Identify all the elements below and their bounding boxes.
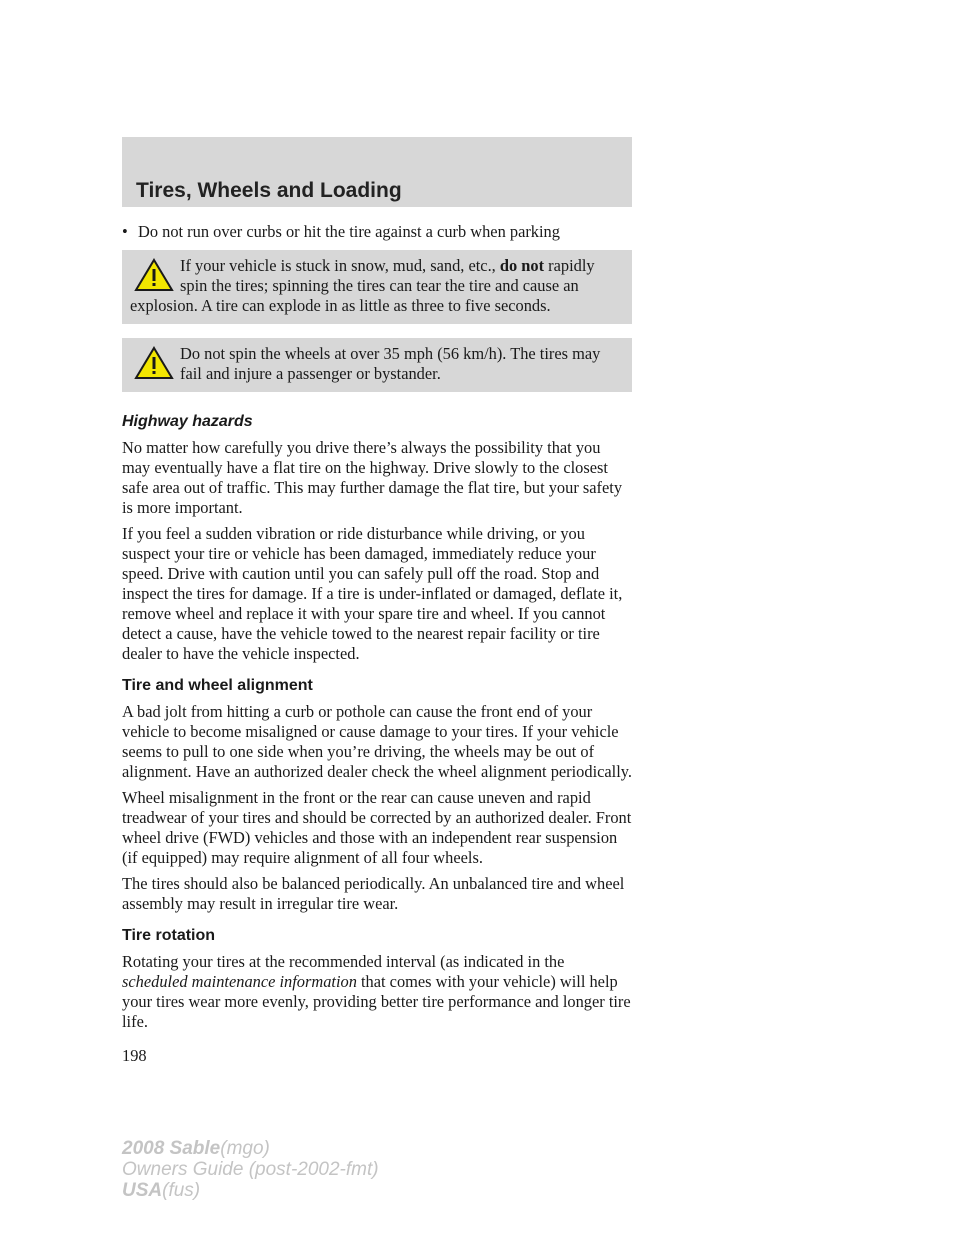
- paragraph: If you feel a sudden vibration or ride disturbance while driving, or you suspect your tire or vehicle has been damaged, immediately reduce your speed. Drive with caution until you can safely pull off the road. Stop and inspect the tires for damage. If a tire is under-inflated or damaged, deflate it, remove wheel and replace it with your spare tire and wheel. If you cannot detect a cause, have the vehicle towed to the nearest repair facility or tire dealer to have the vehicle inspected.: [122, 524, 623, 663]
- warning-triangle-icon: [134, 258, 174, 292]
- paragraph: A bad jolt from hitting a curb or pothole can cause the front end of your vehicle to become misaligned or cause damage to your tires. If your vehicle seems to pull to one side when you’re driving, the wheels may be out of alignment. Have an authorized dealer check the wheel alignment periodically.: [122, 702, 633, 781]
- paragraph: Wheel misalignment in the front or the rear can cause uneven and rapid treadwear of your tires and should be corrected by an authorized dealer. Front wheel drive (FWD) vehicles and those with an independent rear suspension (if equipped) may require alignment of all four wheels.: [122, 788, 632, 867]
- reference-italic: scheduled maintenance information: [122, 972, 357, 991]
- bullet-icon: •: [122, 222, 128, 241]
- warning-box: [122, 338, 632, 392]
- paragraph: The tires should also be balanced periodically. An unbalanced tire and wheel assembly may result in irregular tire wear.: [122, 874, 625, 913]
- heading-highway-hazards: Highway hazards: [122, 413, 253, 430]
- bullet-item: [122, 222, 632, 242]
- warning-box: [122, 250, 632, 324]
- warning-emphasis: do not: [499, 256, 545, 275]
- warning-text: If your vehicle is stuck in snow, mud, sand, etc., do not rapidly spin the tires; spinning the tires can tear the tire and cause an explosion. A tire can explode in as little as three to five seconds.: [130, 256, 595, 315]
- heading-tire-wheel-alignment: Tire and wheel alignment: [122, 677, 313, 694]
- warning-triangle-icon: [134, 346, 174, 380]
- section-title: Tires, Wheels and Loading: [136, 179, 402, 202]
- paragraph: No matter how carefully you drive there’s always the possibility that you may eventually have a flat tire on the highway. Drive slowly to the closest safe area out of traffic. This may further damage the flat tire, but your safety is more important.: [122, 438, 623, 517]
- heading-tire-rotation: Tire rotation: [122, 927, 216, 944]
- page-number: 198: [122, 1046, 147, 1065]
- document-footer: 2008 Sable(mgo) Owners Guide (post-2002-fmt) USA(fus): [122, 1138, 379, 1201]
- bullet-text: Do not run over curbs or hit the tire against a curb when parking: [138, 222, 560, 241]
- page-content: [122, 222, 632, 1066]
- section-header: [122, 137, 632, 207]
- paragraph: Rotating your tires at the recommended interval (as indicated in the scheduled maintenance information that comes with your vehicle) will help your tires wear more evenly, providing better tire performance and longer tire life.: [122, 952, 631, 1031]
- warning-text: Do not spin the wheels at over 35 mph (56 km/h). The tires may fail and injure a passenger or bystander.: [180, 344, 601, 383]
